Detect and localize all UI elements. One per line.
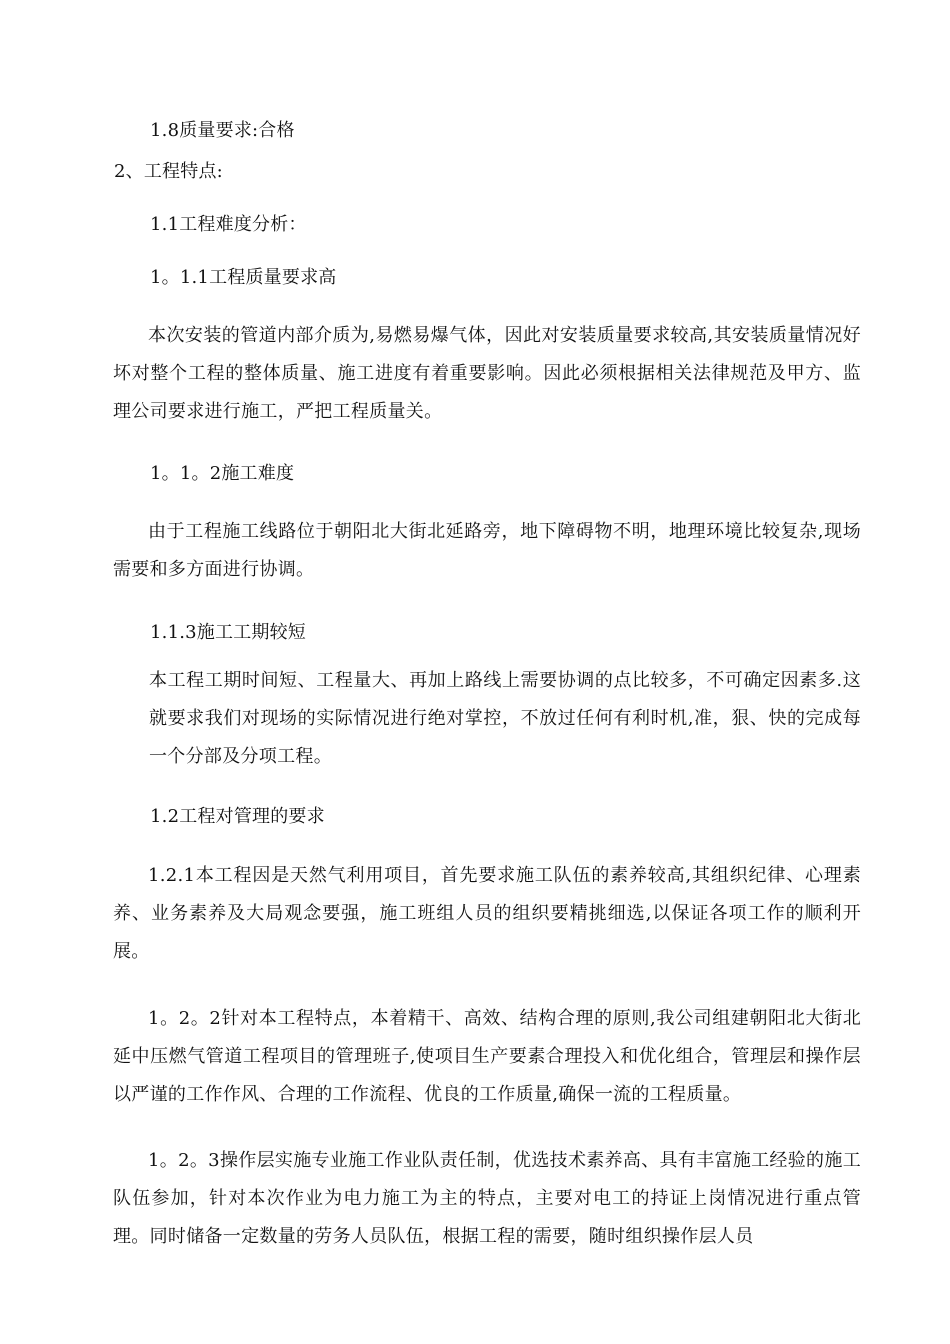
paragraph-team-quality: 1.2.1本工程因是天然气利用项目，首先要求施工队伍的素养较高,其组织纪律、心理素养、业务素养及大局观念要强，施工班组人员的组织要精挑细选,以保证各项工作的顺利开展。 [113, 865, 861, 962]
paragraph-operation-layer: 1。2。3操作层实施专业施工作业队责任制，优选技术素养高、具有丰富施工经验的施工队伍参加，针对本次作业为电力施工为主的特点，主要对电工的持证上岗情况进行重点管理。同时储备一定数量的劳务人员队伍，根据工程的需要，随时组织操作层人员 [113, 1150, 861, 1247]
heading-management-requirement: 1.2工程对管理的要求 [150, 806, 325, 827]
heading-high-quality-requirement: 1。1.1工程质量要求高 [150, 267, 337, 288]
heading-difficulty-analysis: 1.1工程难度分析： [150, 214, 307, 235]
heading-project-features: 2、工程特点: [114, 161, 223, 182]
heading-quality-requirement: 1.8质量要求:合格 [150, 120, 295, 141]
paragraph-quality-requirement: 本次安装的管道内部介质为,易燃易爆气体，因此对安装质量要求较高,其安装质量情况好坏对整个工程的整体质量、施工进度有着重要影响。因此必须根据相关法律规范及甲方、监理公司要求进行施工，严把工程质量关。 [113, 325, 861, 422]
paragraph-construction-difficulty: 由于工程施工线路位于朝阳北大街北延路旁，地下障碍物不明，地理环境比较复杂,现场需要和多方面进行协调。 [113, 521, 861, 580]
paragraph-short-schedule: 本工程工期时间短、工程量大、再加上路线上需要协调的点比较多，不可确定因素多.这就要求我们对现场的实际情况进行绝对掌控，不放过任何有利时机,准，狠、快的完成每一个分部及分项工程。 [149, 670, 861, 767]
paragraph-management-team: 1。2。2针对本工程特点，本着精干、高效、结构合理的原则,我公司组建朝阳北大街北延中压燃气管道工程项目的管理班子,使项目生产要素合理投入和优化组合，管理层和操作层以严谨的工作作风、合理的工作流程、优良的工作质量,确保一流的工程质量。 [113, 1008, 861, 1105]
heading-construction-difficulty: 1。1。2施工难度 [150, 463, 295, 484]
heading-short-schedule: 1.1.3施工工期较短 [150, 622, 306, 643]
